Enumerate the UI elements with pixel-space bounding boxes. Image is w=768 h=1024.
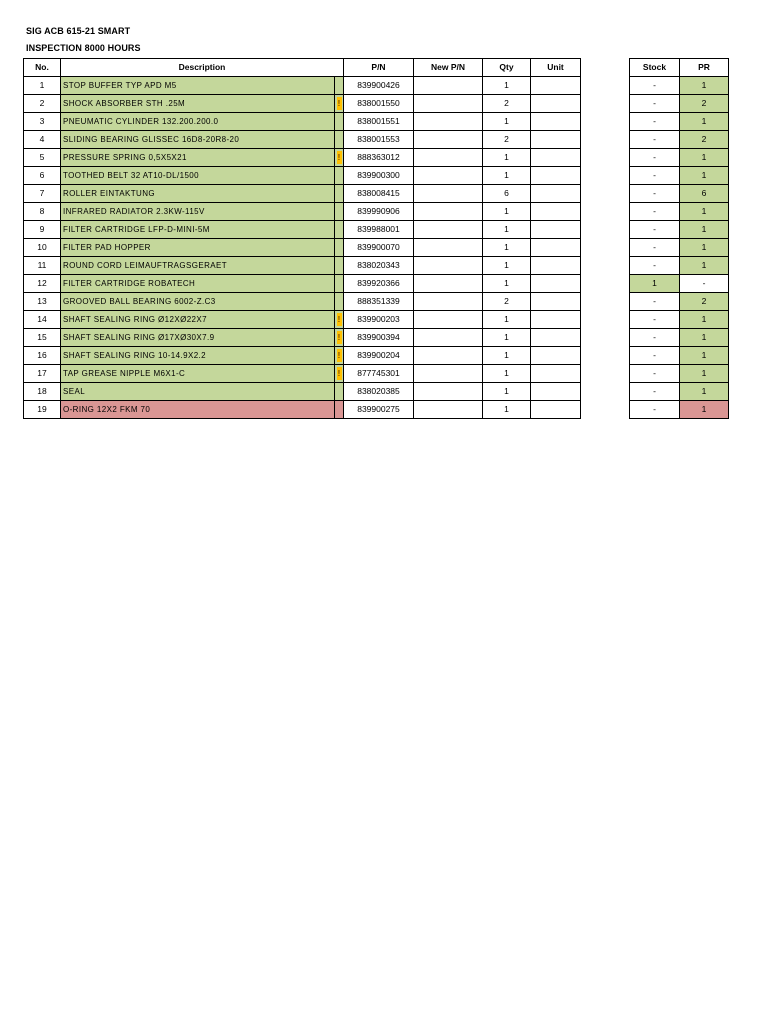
table-row (24, 275, 581, 293)
row-pn: 839900070 (344, 239, 414, 257)
row-no: 7 (24, 185, 61, 203)
table-row (24, 293, 581, 311)
row-pn: 888351339 (344, 293, 414, 311)
table-row (24, 347, 581, 365)
header-stock: Stock (630, 59, 680, 77)
table-row (630, 167, 729, 185)
row-warning-cell (335, 203, 344, 221)
row-unit (531, 239, 581, 257)
row-pr: 1 (680, 365, 729, 383)
table-row (24, 167, 581, 185)
row-stock: - (630, 293, 680, 311)
table-row (24, 221, 581, 239)
row-warning-cell (335, 275, 344, 293)
table-row (630, 311, 729, 329)
row-qty: 1 (483, 167, 531, 185)
row-pn: 838001551 (344, 113, 414, 131)
row-pr: 1 (680, 257, 729, 275)
table-row (630, 257, 729, 275)
table-row (24, 95, 581, 113)
row-stock: - (630, 131, 680, 149)
row-qty: 1 (483, 77, 531, 95)
row-description: ROUND CORD LEIMAUFTRAGSGERAET (61, 257, 335, 275)
row-pn: 838020385 (344, 383, 414, 401)
row-stock: - (630, 347, 680, 365)
row-qty: 2 (483, 131, 531, 149)
row-no: 10 (24, 239, 61, 257)
row-unit (531, 77, 581, 95)
row-stock: - (630, 167, 680, 185)
row-stock: - (630, 365, 680, 383)
header-qty: Qty (483, 59, 531, 77)
row-pr: - (680, 275, 729, 293)
row-warning-cell (335, 365, 344, 383)
row-description: TAP GREASE NIPPLE M6X1-C (61, 365, 335, 383)
table-row (630, 77, 729, 95)
row-qty: 1 (483, 221, 531, 239)
row-new-pn (414, 185, 483, 203)
row-stock: - (630, 77, 680, 95)
row-pr: 1 (680, 311, 729, 329)
row-warning-cell (335, 167, 344, 185)
row-no: 17 (24, 365, 61, 383)
row-pn: 838001550 (344, 95, 414, 113)
row-no: 4 (24, 131, 61, 149)
table-row (630, 275, 729, 293)
parts-table-header (24, 59, 581, 77)
row-no: 6 (24, 167, 61, 185)
row-qty: 1 (483, 257, 531, 275)
row-description: SEAL (61, 383, 335, 401)
row-qty: 1 (483, 311, 531, 329)
row-warning-cell (335, 113, 344, 131)
row-no: 15 (24, 329, 61, 347)
document-subtitle: INSPECTION 8000 HOURS (26, 43, 141, 53)
row-no: 19 (24, 401, 61, 419)
row-unit (531, 275, 581, 293)
row-warning-cell (335, 77, 344, 95)
row-stock: - (630, 383, 680, 401)
table-row (24, 77, 581, 95)
row-description: SHAFT SEALING RING 10-14.9X2.2 (61, 347, 335, 365)
row-warning-cell (335, 347, 344, 365)
table-row (24, 203, 581, 221)
table-row (24, 239, 581, 257)
stock-table-header (630, 59, 729, 77)
row-description: PNEUMATIC CYLINDER 132.200.200.0 (61, 113, 335, 131)
table-row (630, 401, 729, 419)
table-row (630, 95, 729, 113)
row-stock: - (630, 149, 680, 167)
row-no: 12 (24, 275, 61, 293)
row-unit (531, 221, 581, 239)
row-unit (531, 95, 581, 113)
table-row (24, 149, 581, 167)
row-unit (531, 329, 581, 347)
row-pn: 839900394 (344, 329, 414, 347)
row-pr: 6 (680, 185, 729, 203)
row-warning-cell (335, 185, 344, 203)
table-row (630, 293, 729, 311)
row-description: O-RING 12X2 FKM 70 (61, 401, 335, 419)
row-new-pn (414, 113, 483, 131)
row-pn: 888363012 (344, 149, 414, 167)
row-description: FILTER CARTRIDGE ROBATECH (61, 275, 335, 293)
row-unit (531, 185, 581, 203)
row-stock: 1 (630, 275, 680, 293)
row-warning-cell (335, 293, 344, 311)
row-new-pn (414, 329, 483, 347)
table-row (24, 185, 581, 203)
row-pr: 1 (680, 383, 729, 401)
warning-icon: ! (337, 351, 341, 361)
row-unit (531, 383, 581, 401)
row-new-pn (414, 95, 483, 113)
row-no: 16 (24, 347, 61, 365)
row-description: SHAFT SEALING RING Ø12XØ22X7 (61, 311, 335, 329)
row-pr: 2 (680, 95, 729, 113)
row-pr: 1 (680, 329, 729, 347)
row-stock: - (630, 185, 680, 203)
row-unit (531, 365, 581, 383)
row-description: FILTER CARTRIDGE LFP-D-MINI-5M (61, 221, 335, 239)
warning-icon: ! (337, 315, 341, 325)
row-no: 11 (24, 257, 61, 275)
row-qty: 1 (483, 239, 531, 257)
row-stock: - (630, 329, 680, 347)
header-new-pn: New P/N (414, 59, 483, 77)
table-row (630, 131, 729, 149)
table-row (24, 329, 581, 347)
header-pr: PR (680, 59, 729, 77)
row-pr: 1 (680, 401, 729, 419)
row-no: 9 (24, 221, 61, 239)
row-warning-cell (335, 239, 344, 257)
row-description: PRESSURE SPRING 0,5X5X21 (61, 149, 335, 167)
row-unit (531, 347, 581, 365)
row-stock: - (630, 221, 680, 239)
table-row (24, 383, 581, 401)
warning-icon: ! (337, 99, 341, 109)
row-no: 1 (24, 77, 61, 95)
row-warning-cell (335, 221, 344, 239)
row-no: 2 (24, 95, 61, 113)
row-pr: 2 (680, 293, 729, 311)
table-row (630, 347, 729, 365)
header-pn: P/N (344, 59, 414, 77)
row-new-pn (414, 311, 483, 329)
row-description: INFRARED RADIATOR 2.3KW-115V (61, 203, 335, 221)
row-new-pn (414, 383, 483, 401)
table-row (630, 239, 729, 257)
row-pn: 877745301 (344, 365, 414, 383)
row-qty: 2 (483, 293, 531, 311)
row-stock: - (630, 113, 680, 131)
row-no: 13 (24, 293, 61, 311)
warning-icon: ! (337, 333, 341, 343)
row-qty: 1 (483, 365, 531, 383)
warning-icon: ! (337, 153, 341, 163)
row-qty: 2 (483, 95, 531, 113)
header-description: Description (61, 59, 344, 77)
table-row (24, 401, 581, 419)
row-pn: 839900204 (344, 347, 414, 365)
row-new-pn (414, 149, 483, 167)
row-pn: 838001553 (344, 131, 414, 149)
row-stock: - (630, 239, 680, 257)
row-new-pn (414, 293, 483, 311)
row-pr: 1 (680, 113, 729, 131)
row-new-pn (414, 221, 483, 239)
row-unit (531, 257, 581, 275)
row-no: 5 (24, 149, 61, 167)
row-pr: 1 (680, 149, 729, 167)
row-unit (531, 131, 581, 149)
row-no: 3 (24, 113, 61, 131)
row-pr: 1 (680, 77, 729, 95)
row-stock: - (630, 203, 680, 221)
row-new-pn (414, 131, 483, 149)
row-warning-cell (335, 383, 344, 401)
row-new-pn (414, 401, 483, 419)
row-warning-cell (335, 131, 344, 149)
table-row (24, 257, 581, 275)
row-description: STOP BUFFER TYP APD M5 (61, 77, 335, 95)
row-pr: 1 (680, 347, 729, 365)
row-qty: 1 (483, 149, 531, 167)
row-stock: - (630, 95, 680, 113)
table-row (630, 365, 729, 383)
row-description: ROLLER EINTAKTUNG (61, 185, 335, 203)
row-unit (531, 203, 581, 221)
row-pn: 839900203 (344, 311, 414, 329)
row-no: 8 (24, 203, 61, 221)
row-qty: 1 (483, 383, 531, 401)
row-warning-cell (335, 329, 344, 347)
table-row (630, 149, 729, 167)
row-stock: - (630, 257, 680, 275)
warning-icon: ! (337, 369, 341, 379)
row-qty: 1 (483, 275, 531, 293)
row-pn: 838008415 (344, 185, 414, 203)
row-qty: 1 (483, 113, 531, 131)
row-unit (531, 401, 581, 419)
row-pn: 839900300 (344, 167, 414, 185)
row-new-pn (414, 203, 483, 221)
row-warning-cell (335, 401, 344, 419)
row-description: SHOCK ABSORBER STH .25M (61, 95, 335, 113)
table-row (630, 203, 729, 221)
row-description: TOOTHED BELT 32 AT10-DL/1500 (61, 167, 335, 185)
row-unit (531, 149, 581, 167)
document-title: SIG ACB 615-21 SMART (26, 26, 131, 36)
row-description: SLIDING BEARING GLISSEC 16D8-20R8-20 (61, 131, 335, 149)
row-pr: 1 (680, 167, 729, 185)
row-unit (531, 167, 581, 185)
table-row (630, 329, 729, 347)
row-warning-cell (335, 257, 344, 275)
row-stock: - (630, 401, 680, 419)
row-pn: 839900426 (344, 77, 414, 95)
row-new-pn (414, 257, 483, 275)
row-qty: 1 (483, 203, 531, 221)
row-qty: 1 (483, 329, 531, 347)
row-description: SHAFT SEALING RING Ø17XØ30X7.9 (61, 329, 335, 347)
table-row (630, 113, 729, 131)
row-pn: 839920366 (344, 275, 414, 293)
parts-table (23, 58, 581, 419)
row-pn: 838020343 (344, 257, 414, 275)
row-new-pn (414, 167, 483, 185)
row-pn: 839988001 (344, 221, 414, 239)
row-pr: 1 (680, 239, 729, 257)
row-new-pn (414, 239, 483, 257)
row-pr: 1 (680, 203, 729, 221)
row-no: 18 (24, 383, 61, 401)
row-pr: 1 (680, 221, 729, 239)
table-row (630, 221, 729, 239)
row-qty: 6 (483, 185, 531, 203)
row-warning-cell (335, 149, 344, 167)
row-pn: 839900275 (344, 401, 414, 419)
stock-table (629, 58, 729, 419)
row-qty: 1 (483, 401, 531, 419)
row-no: 14 (24, 311, 61, 329)
row-new-pn (414, 365, 483, 383)
row-pn: 839990906 (344, 203, 414, 221)
row-stock: - (630, 311, 680, 329)
row-description: GROOVED BALL BEARING 6002-Z.C3 (61, 293, 335, 311)
header-unit: Unit (531, 59, 581, 77)
table-row (630, 383, 729, 401)
header-no: No. (24, 59, 61, 77)
table-row (24, 365, 581, 383)
table-row (24, 131, 581, 149)
row-qty: 1 (483, 347, 531, 365)
row-description: FILTER PAD HOPPER (61, 239, 335, 257)
row-unit (531, 311, 581, 329)
row-pr: 2 (680, 131, 729, 149)
table-row (24, 113, 581, 131)
row-new-pn (414, 347, 483, 365)
row-unit (531, 293, 581, 311)
table-row (630, 185, 729, 203)
row-new-pn (414, 77, 483, 95)
table-row (24, 311, 581, 329)
row-new-pn (414, 275, 483, 293)
row-unit (531, 113, 581, 131)
row-warning-cell (335, 311, 344, 329)
row-warning-cell (335, 95, 344, 113)
